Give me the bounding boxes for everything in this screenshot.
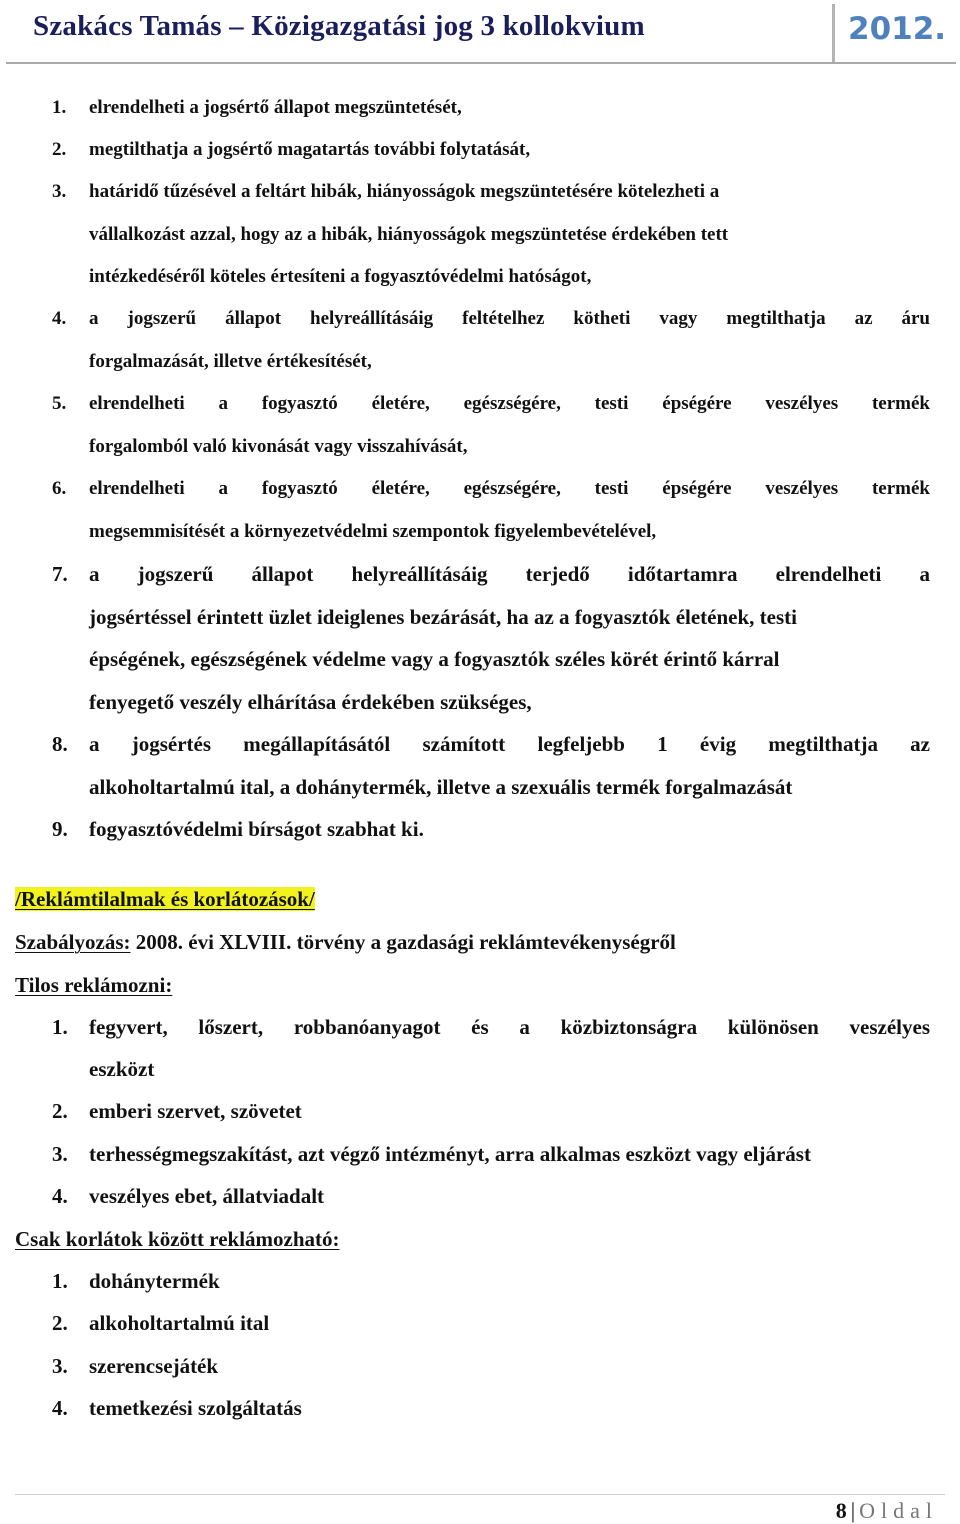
forbidden-heading: [15, 970, 172, 1000]
page-label: Oldal: [859, 1498, 938, 1523]
list-number: 4.: [52, 308, 67, 329]
list-text: elrendelheti a fogyasztó életére, egészségére, testi épségére veszélyes termék: [89, 478, 930, 499]
list-text: szerencsejáték: [89, 1354, 219, 1378]
list-text: elrendelheti a fogyasztó életére, egészségére, testi épségére veszélyes termék: [89, 393, 930, 414]
list-number: 1.: [52, 97, 67, 118]
list-text: a jogsértés megállapításától számított legfeljebb 1 évig megtilthatja az: [89, 732, 930, 756]
list-number: 6.: [52, 478, 67, 499]
list-text: vállalkozást azzal, hogy az a hibák, hiányosságok megszüntetése érdekében tett: [89, 224, 729, 245]
list-text: alkoholtartalmú ital, a dohánytermék, illetve a szexuális termék forgalmazását: [89, 775, 793, 799]
forbidden-label: Tilos reklámozni:: [15, 973, 173, 997]
list-text: forgalmazását, illetve értékesítését,: [89, 351, 372, 372]
list-text: megtilthatja a jogsértő magatartás további folytatását,: [89, 139, 531, 160]
list-text: fenyegető veszély elhárítása érdekében szükséges,: [89, 690, 532, 714]
list-text: jogsértéssel érintett üzlet ideiglenes bezárását, ha az a fogyasztók életének, testi: [89, 605, 797, 629]
list-text: épségének, egészségének védelme vagy a fogyasztók széles körét érintő kárral: [89, 647, 780, 671]
list-number: 3.: [52, 1354, 68, 1378]
document-year: 2012.: [848, 11, 947, 47]
list-text: dohánytermék: [89, 1269, 220, 1293]
list-number: 2.: [52, 1099, 68, 1123]
list-text: fogyasztóvédelmi bírságot szabhat ki.: [89, 817, 424, 841]
list-text: terhességmegszakítást, azt végző intézményt, arra alkalmas eszközt vagy eljárást: [89, 1142, 811, 1166]
list-number: 3.: [52, 1142, 68, 1166]
list-text: veszélyes ebet, állatviadalt: [89, 1184, 325, 1208]
list-text: megsemmisítését a környezetvédelmi szempontok figyelembevételével,: [89, 521, 657, 542]
list-number: 4.: [52, 1396, 68, 1420]
header-divider: [832, 4, 835, 62]
list-text: alkoholtartalmú ital: [89, 1311, 270, 1335]
list-text: határidő tűzésével a feltárt hibák, hiányosságok megszüntetésére kötelezheti a: [89, 181, 720, 202]
regulation-line: [15, 927, 676, 957]
section-heading-text: /Reklámtilalmak és korlátozások/: [15, 887, 315, 911]
list-number: 5.: [52, 393, 67, 414]
list-number: 7.: [52, 562, 68, 586]
list-text: intézkedéséről köteles értesíteni a fogyasztóvédelmi hatóságot,: [89, 266, 592, 287]
section-heading: [15, 884, 315, 914]
list-text: elrendelheti a jogsértő állapot megszüntetését,: [89, 97, 462, 118]
list-text: forgalomból való kivonását vagy visszahívását,: [89, 436, 468, 457]
list-number: 2.: [52, 139, 67, 160]
list-number: 8.: [52, 732, 68, 756]
page-footer: [836, 1498, 938, 1524]
footer-rule: [15, 1494, 945, 1495]
page-number: 8: [835, 1498, 847, 1523]
regulation-text: 2008. évi XLVIII. törvény a gazdasági reklámtevékenységről: [130, 930, 676, 954]
header-rule: [6, 62, 956, 64]
list-number: 1.: [52, 1015, 68, 1039]
list-text: fegyvert, lőszert, robbanóanyagot és a közbiztonságra különösen veszélyes: [89, 1015, 930, 1039]
list-number: 3.: [52, 181, 67, 202]
limited-heading: [15, 1224, 340, 1254]
document-title: Szakács Tamás – Közigazgatási jog 3 kollokvium: [33, 10, 645, 42]
list-number: 1.: [52, 1269, 68, 1293]
list-number: 9.: [52, 817, 68, 841]
footer-separator: |: [850, 1498, 856, 1523]
list-number: 4.: [52, 1184, 68, 1208]
list-text: temetkezési szolgáltatás: [89, 1396, 302, 1420]
list-text: a jogszerű állapot helyreállításáig feltételhez kötheti vagy megtilthatja az áru: [89, 308, 930, 329]
limited-label: Csak korlátok között reklámozható:: [15, 1227, 340, 1251]
list-text: a jogszerű állapot helyreállításáig terjedő időtartamra elrendelheti a: [89, 562, 930, 586]
list-text: emberi szervet, szövetet: [89, 1099, 302, 1123]
list-text: eszközt: [89, 1057, 155, 1081]
list-number: 2.: [52, 1311, 68, 1335]
regulation-label: Szabályozás:: [15, 930, 131, 954]
page-header: [0, 0, 960, 62]
